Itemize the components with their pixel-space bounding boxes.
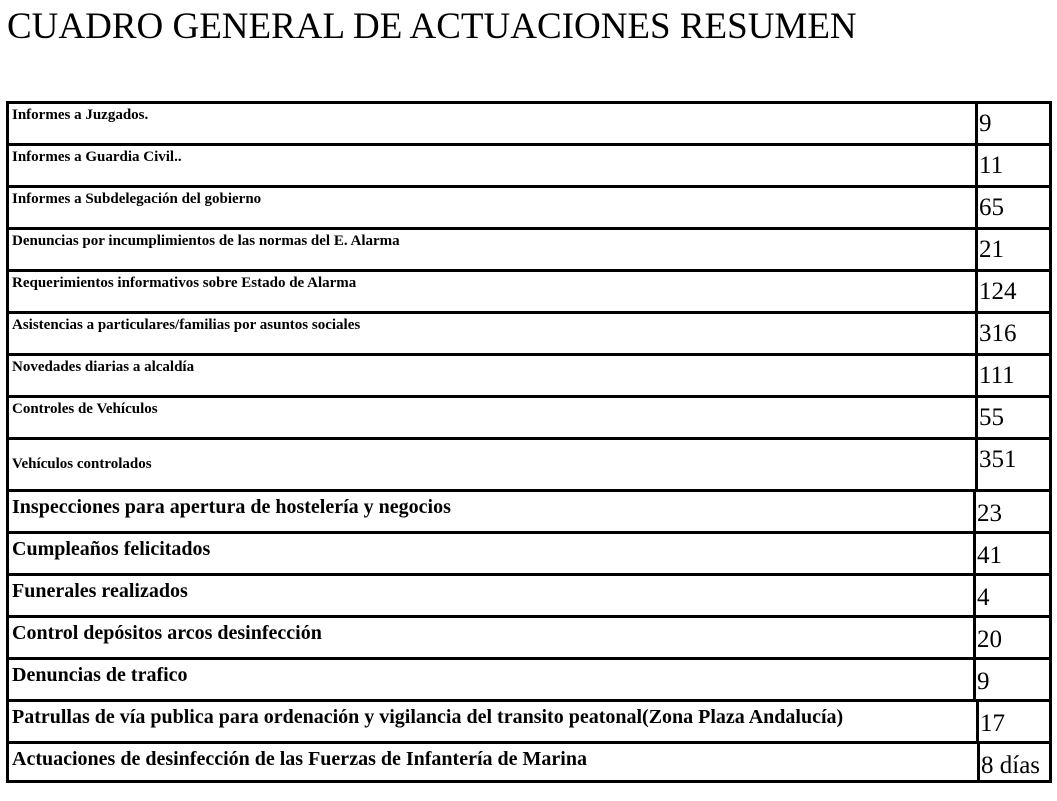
table-row bbox=[6, 573, 1052, 615]
table-row bbox=[6, 353, 1052, 395]
row-value: 124 bbox=[975, 269, 1052, 311]
table-row bbox=[6, 395, 1052, 437]
table-row bbox=[6, 657, 1052, 699]
row-value: 20 bbox=[973, 615, 1052, 657]
table-bottom-border bbox=[6, 780, 1052, 783]
row-value: 9 bbox=[975, 101, 1052, 143]
row-value: 11 bbox=[975, 143, 1052, 185]
row-label: Denuncias por incumplimientos de las normas del E. Alarma bbox=[6, 227, 975, 269]
table-row bbox=[6, 185, 1052, 227]
summary-table bbox=[6, 101, 1057, 801]
row-label: Cumpleaños felicitados bbox=[6, 531, 973, 573]
row-value: 8 días bbox=[977, 741, 1052, 783]
row-value: 351 bbox=[975, 437, 1052, 489]
row-value: 41 bbox=[973, 531, 1052, 573]
table-row bbox=[6, 437, 1052, 489]
row-label: Denuncias de trafico bbox=[6, 657, 973, 699]
row-label: Requerimientos informativos sobre Estado de Alarma bbox=[6, 269, 975, 311]
table-row bbox=[6, 699, 1052, 741]
table-row bbox=[6, 269, 1052, 311]
table-row bbox=[6, 489, 1052, 531]
page-title: CUADRO GENERAL DE ACTUACIONES RESUMEN bbox=[7, 6, 857, 47]
table-row bbox=[6, 227, 1052, 269]
row-label: Funerales realizados bbox=[6, 573, 973, 615]
row-value: 23 bbox=[973, 489, 1052, 531]
row-label: Inspecciones para apertura de hostelería y negocios bbox=[6, 489, 973, 531]
row-label: Informes a Juzgados. bbox=[6, 101, 975, 143]
table-row bbox=[6, 741, 1052, 783]
table-row bbox=[6, 615, 1052, 657]
table-row bbox=[6, 311, 1052, 353]
row-value: 65 bbox=[975, 185, 1052, 227]
row-value: 4 bbox=[973, 573, 1052, 615]
row-label: Vehículos controlados bbox=[6, 437, 975, 489]
table-row bbox=[6, 101, 1052, 143]
row-value: 316 bbox=[975, 311, 1052, 353]
row-label: Controles de Vehículos bbox=[6, 395, 975, 437]
row-label: Patrullas de vía publica para ordenación y vigilancia del transito peatonal(Zona Plaza Andalucía) bbox=[6, 699, 976, 741]
row-label: Control depósitos arcos desinfección bbox=[6, 615, 973, 657]
row-label: Informes a Guardia Civil.. bbox=[6, 143, 975, 185]
row-value: 21 bbox=[975, 227, 1052, 269]
row-value: 111 bbox=[975, 353, 1052, 395]
row-label: Novedades diarias a alcaldía bbox=[6, 353, 975, 395]
table-row bbox=[6, 531, 1052, 573]
row-value: 9 bbox=[973, 657, 1052, 699]
row-value: 17 bbox=[976, 699, 1052, 741]
row-label: Actuaciones de desinfección de las Fuerzas de Infantería de Marina bbox=[6, 741, 977, 783]
row-value: 55 bbox=[975, 395, 1052, 437]
row-label: Informes a Subdelegación del gobierno bbox=[6, 185, 975, 227]
row-label: Asistencias a particulares/familias por asuntos sociales bbox=[6, 311, 975, 353]
table-row bbox=[6, 143, 1052, 185]
